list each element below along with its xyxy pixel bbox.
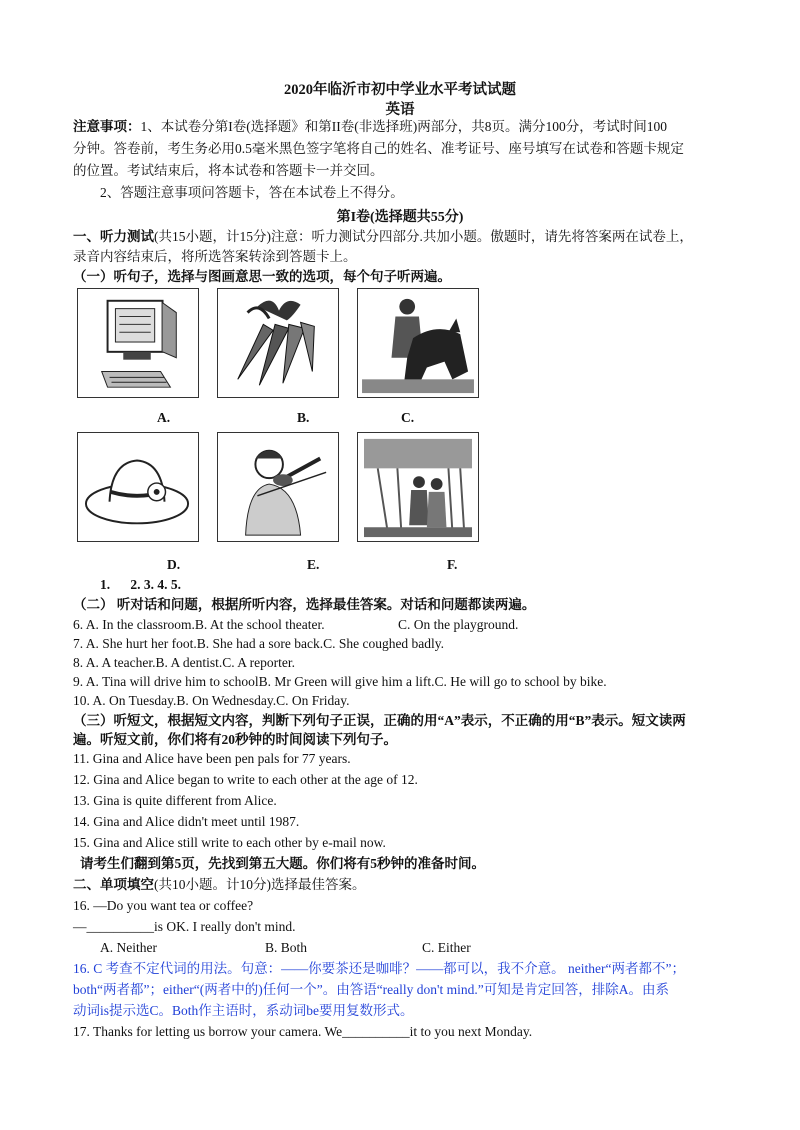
q16-option-c: C. Either <box>422 940 471 955</box>
picture-d-label: D. <box>167 557 181 572</box>
picture-e-label: E. <box>307 557 320 572</box>
picture-c-label: C. <box>401 410 415 425</box>
notice-text-1: 1、本试卷分第I卷(选择题》和第II卷(非选择班)两部分，共8页。满分100分，考试时间100 <box>140 119 667 134</box>
section2-heading-line <box>73 876 366 894</box>
q6 <box>73 616 519 634</box>
q16-option-a: A. Neither <box>100 940 157 955</box>
q12: 12. Gina and Alice began to write to each other at the age of 12. <box>73 772 418 787</box>
exam-title: 2020年临沂市初中学业水平考试试题 <box>284 82 516 98</box>
q17: 17. Thanks for letting us borrow your camera. We__________it to you next Monday. <box>73 1024 533 1039</box>
person-with-horse-icon <box>358 289 478 397</box>
picture-f-label: F. <box>447 557 458 572</box>
q8: 8. A. A teacher.B. A dentist.C. A reporter. <box>73 655 295 670</box>
q14: 14. Gina and Alice didn't meet until 1987. <box>73 814 300 829</box>
q16-option-b: B. Both <box>265 940 308 955</box>
notice-line-4: 2、答题注意事项问答题卡，答在本试卷上不得分。 <box>100 185 404 200</box>
notice-line-2: 分钟。答卷前，考生务必用0.5毫米黑色签字笔将自己的姓名、准考证号、座号填写在试卷和答题卡规定 <box>73 141 684 156</box>
section2-heading: 二、单项填空 <box>73 877 154 892</box>
section1-sub1: （一）听句子，选择与图画意思一致的选项，每个句子听两遍。 <box>73 269 451 284</box>
q13: 13. Gina is quite different from Alice. <box>73 793 277 808</box>
picture-b-label: B. <box>297 410 310 425</box>
section2-score: (共10小题。计10分) <box>154 877 271 892</box>
notice-line-1 <box>73 118 667 136</box>
part1-title: 第I卷(选择题共55分) <box>336 210 464 225</box>
picture-e <box>217 432 339 542</box>
section1-desc: 注意：听力测试分四部分.共加小题。傲题时，请先将答案两在试卷上， <box>271 229 693 244</box>
q9: 9. A. Tina will drive him to schoolB. Mr Green will give him a lift.C. He will go to school by bike. <box>73 674 607 689</box>
q16-explanation-1: 16. C 考查不定代词的用法。句意：——你要茶还是咖啡？——都可以，我不介意。 neither“两者都不”； <box>73 961 685 976</box>
notice-label: 注意事项： <box>73 119 141 134</box>
q11: 11. Gina and Alice have been pen pals for 77 years. <box>73 751 351 766</box>
section1-sub3-line2: 遍。听短文前，你们将有20秒钟的时间阅读下列句子。 <box>73 732 397 747</box>
q16: 16. —Do you want tea or coffee? <box>73 898 254 913</box>
turn-page-instruction: 请考生们翻到第5页，先找到第五大题。你们将有5秒钟的准备时间。 <box>80 856 485 871</box>
picture-d <box>77 432 199 542</box>
picture-c <box>357 288 479 398</box>
notice-line-3: 的位置。考试结束后，将本试卷和答题卡一并交回。 <box>73 163 384 178</box>
q16-reply: —__________is OK. I really don't mind. <box>73 919 296 934</box>
q6-options-ab: 6. A. In the classroom.B. At the school theater. <box>73 617 325 632</box>
picture-a-label: A. <box>157 410 171 425</box>
waterfall-people-icon <box>358 433 478 541</box>
picture-f <box>357 432 479 542</box>
section1-desc-2: 录音内容结束后，将所选答案转涂到答题卡上。 <box>73 249 357 264</box>
hat-icon <box>78 433 198 541</box>
q6-option-c: C. On the playground. <box>398 617 519 632</box>
q16-explanation-2: both“两者都”；either“(两者中的)任何一个”。由答语“really don't mind.”可知是肯定回答，排除A。由系 <box>73 982 669 997</box>
section1-score: (共15小题，计15分) <box>154 229 271 244</box>
section2-desc: 选择最佳答案。 <box>271 877 366 892</box>
picture-b <box>217 288 339 398</box>
question-numbers: 1. 2. 3. 4. 5. <box>100 577 181 592</box>
section1-heading-line <box>73 228 693 246</box>
q16-explanation-3: 动词is提示选C。Both作主语时，系动词be要用复数形式。 <box>73 1003 414 1018</box>
carrots-icon <box>218 289 338 397</box>
section1-heading: 一、听力测试 <box>73 229 154 244</box>
q7: 7. A. She hurt her foot.B. She had a sore back.C. She coughed badly. <box>73 636 445 651</box>
computer-icon <box>78 289 198 397</box>
subject-title: 英语 <box>385 102 415 118</box>
section1-sub2: （二） 听对话和问题，根据所听内容，选择最佳答案。对话和问题都读两遍。 <box>73 597 536 612</box>
q15: 15. Gina and Alice still write to each other by e-mail now. <box>73 835 386 850</box>
section1-sub3-line1: （三）听短文，根据短文内容，判断下列句子正误，正确的用“A”表示，不正确的用“B”表示。短文读两 <box>73 713 686 728</box>
picture-a <box>77 288 199 398</box>
violin-player-icon <box>218 433 338 541</box>
q10: 10. A. On Tuesday.B. On Wednesday.C. On Friday. <box>73 693 350 708</box>
